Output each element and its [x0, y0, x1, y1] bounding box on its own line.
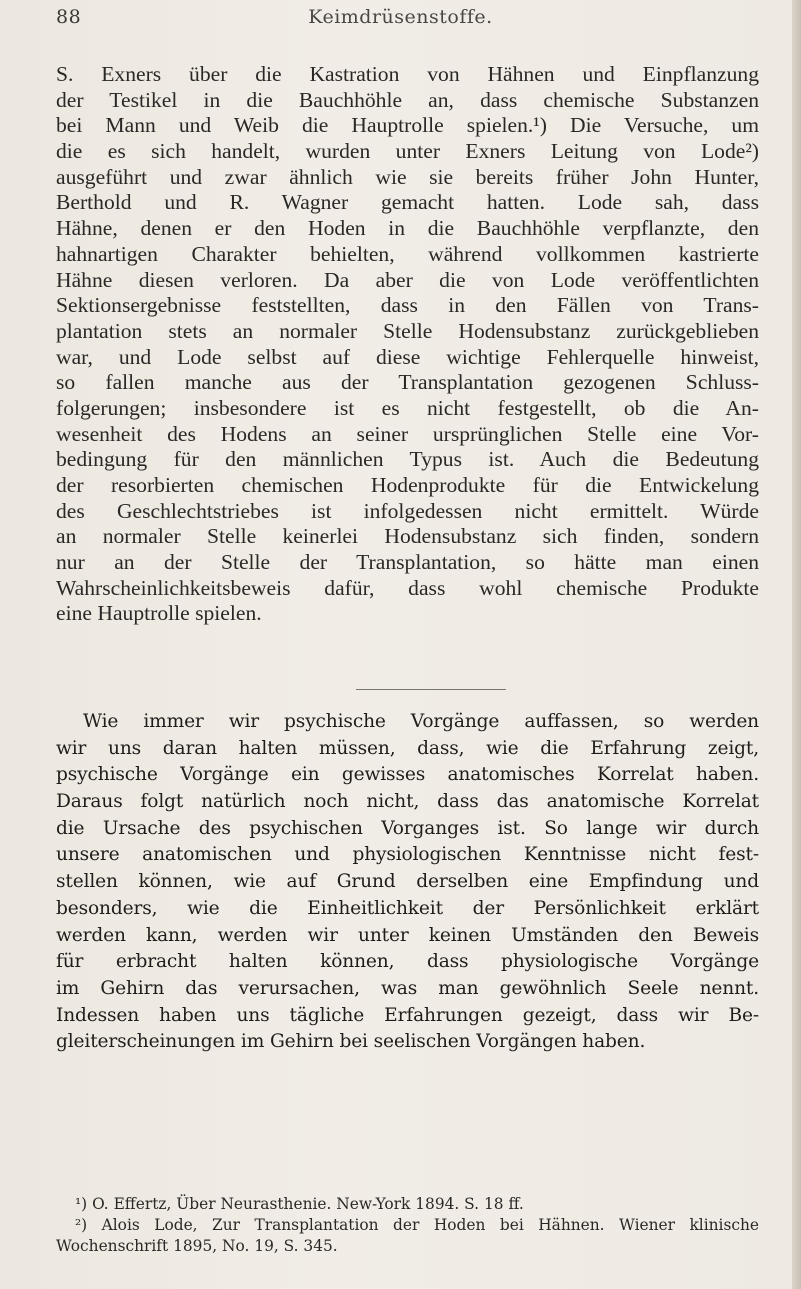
text-line: war, und Lode selbst auf diese wichtige Fehlerquelle hinweist, — [56, 344, 759, 369]
text-line: hahnartigen Charakter behielten, während vollkommen kastrierte — [56, 241, 759, 266]
text-line: Hähne, denen er den Hoden in die Bauchhöhle verpflanzte, den — [56, 216, 759, 241]
text-line: Wahrscheinlichkeitsbeweis dafür, dass wohl chemische Produkte — [56, 575, 759, 600]
text-line: die Ursache des psychischen Vorganges ist. So lange wir durch — [56, 817, 759, 839]
text-line: gleiterscheinungen im Gehirn bei seelischen Vorgängen haben. — [56, 1031, 646, 1053]
text-line: Daraus folgt natürlich noch nicht, dass das anatomische Korrelat — [56, 791, 759, 813]
text-line: folgerungen; insbesondere ist es nicht festgestellt, ob die An- — [56, 395, 759, 420]
text-line: wesenheit des Hodens an seiner ursprünglichen Stelle eine Vor- — [56, 421, 759, 446]
footnote-2-continuation: Wochenschrift 1895, No. 19, S. 345. — [56, 1237, 338, 1255]
text-line: Indessen haben uns tägliche Erfahrungen gezeigt, dass wir Be- — [56, 1004, 759, 1026]
text-line: Hähne diesen verloren. Da aber die von Lode veröffentlichten — [56, 267, 759, 292]
text-line: nur an der Stelle der Transplantation, so hätte man einen — [56, 550, 759, 575]
text-line: des Geschlechtstriebes ist infolgedessen nicht ermittelt. Würde — [56, 498, 759, 523]
footnotes — [56, 1194, 759, 1257]
text-line: bei Mann und Weib die Hauptrolle spielen.¹) Die Versuche, um — [56, 113, 759, 138]
text-line: so fallen manche aus der Transplantation gezogenen Schluss- — [56, 370, 759, 395]
paragraph-psyche — [56, 709, 759, 1056]
text-line: bedingung für den männlichen Typus ist. Auch die Bedeutung — [56, 447, 759, 472]
text-line: plantation stets an normaler Stelle Hodensubstanz zurückgeblieben — [56, 318, 759, 343]
text-line: der resorbierten chemischen Hodenprodukte für die Entwickelung — [56, 473, 759, 497]
text-line: Berthold und R. Wagner gemacht hatten. Lode sah, dass — [56, 190, 759, 215]
text-line: wir uns daran halten müssen, dass, wie die Erfahrung zeigt, — [56, 737, 759, 759]
text-line: für erbracht halten können, dass physiologische Vorgänge — [56, 951, 759, 973]
text-line: psychische Vorgänge ein gewisses anatomisches Korrelat haben. — [56, 764, 759, 786]
section-divider — [356, 689, 506, 690]
running-head: Keimdrüsenstoffe. — [308, 6, 493, 28]
page-edge-shadow — [792, 0, 801, 1289]
text-line: Sektionsergebnisse feststellten, dass in den Fällen von Trans- — [56, 293, 759, 318]
text-line: im Gehirn das verursachen, was man gewöhnlich Seele nennt. — [56, 977, 759, 999]
text-line: Wie immer wir psychische Vorgänge auffassen, so werden — [83, 711, 759, 732]
text-line: an normaler Stelle keinerlei Hodensubstanz sich finden, sondern — [56, 524, 759, 549]
text-line: S. Exners über die Kastration von Hähnen und Einpflanzung — [56, 62, 759, 86]
text-line: stellen können, wie auf Grund derselben eine Empfindung und — [56, 871, 759, 893]
page-number: 88 — [56, 6, 82, 28]
text-line: besonders, wie die Einheitlichkeit der Persönlichkeit erklärt — [56, 897, 759, 919]
text-line: die es sich handelt, wurden unter Exners Leitung von Lode²) — [56, 139, 759, 164]
text-line: der Testikel in die Bauchhöhle an, dass chemische Substanzen — [56, 87, 759, 112]
text-line: werden kann, werden wir unter keinen Umständen den Beweis — [56, 924, 759, 946]
paragraph-exner — [56, 62, 759, 627]
footnote-1: ¹) O. Effertz, Über Neurasthenie. New-York 1894. S. 18 ff. — [75, 1195, 524, 1213]
text-line: ausgeführt und zwar ähnlich wie sie bereits früher John Hunter, — [56, 164, 759, 189]
text-line: eine Hauptrolle spielen. — [56, 601, 262, 626]
text-line: unsere anatomischen und physiologischen Kenntnisse nicht fest- — [56, 844, 759, 866]
footnote-2: ²) Alois Lode, Zur Transplantation der Hoden bei Hähnen. Wiener klinische — [75, 1216, 759, 1234]
